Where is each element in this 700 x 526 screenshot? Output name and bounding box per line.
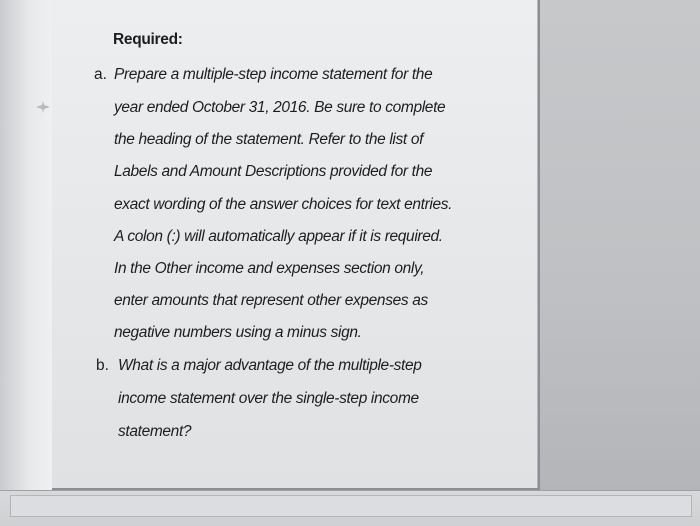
bottom-scroll-area[interactable]: [10, 495, 692, 517]
item-b-line: income statement over the single-step income: [118, 390, 419, 407]
bottom-bar: [0, 490, 700, 526]
item-a-line: Labels and Amount Descriptions provided for the: [114, 163, 433, 180]
required-heading: Required:: [113, 31, 183, 48]
item-a-line: year ended October 31, 2016. Be sure to complete: [114, 99, 446, 116]
item-a-line: negative numbers using a minus sign.: [114, 324, 362, 341]
item-b-line: What is a major advantage of the multiple-step: [118, 357, 422, 374]
item-a-line: enter amounts that represent other expenses as: [114, 292, 428, 309]
item-a-line: the heading of the statement. Refer to the list of: [114, 131, 424, 148]
right-background: [540, 0, 700, 490]
sparkle-cursor-icon: [34, 100, 52, 114]
item-a-line: exact wording of the answer choices for text entries.: [114, 196, 453, 213]
item-a-line: Prepare a multiple-step income statement for the: [114, 66, 433, 83]
item-b-line: statement?: [118, 423, 192, 440]
item-a-line: A colon (:) will automatically appear if it is required.: [114, 228, 443, 245]
item-b-marker: b.: [96, 357, 109, 374]
left-margin: [0, 0, 52, 490]
item-a-marker: a.: [94, 66, 107, 83]
item-a-line: In the Other income and expenses section only,: [114, 260, 425, 277]
